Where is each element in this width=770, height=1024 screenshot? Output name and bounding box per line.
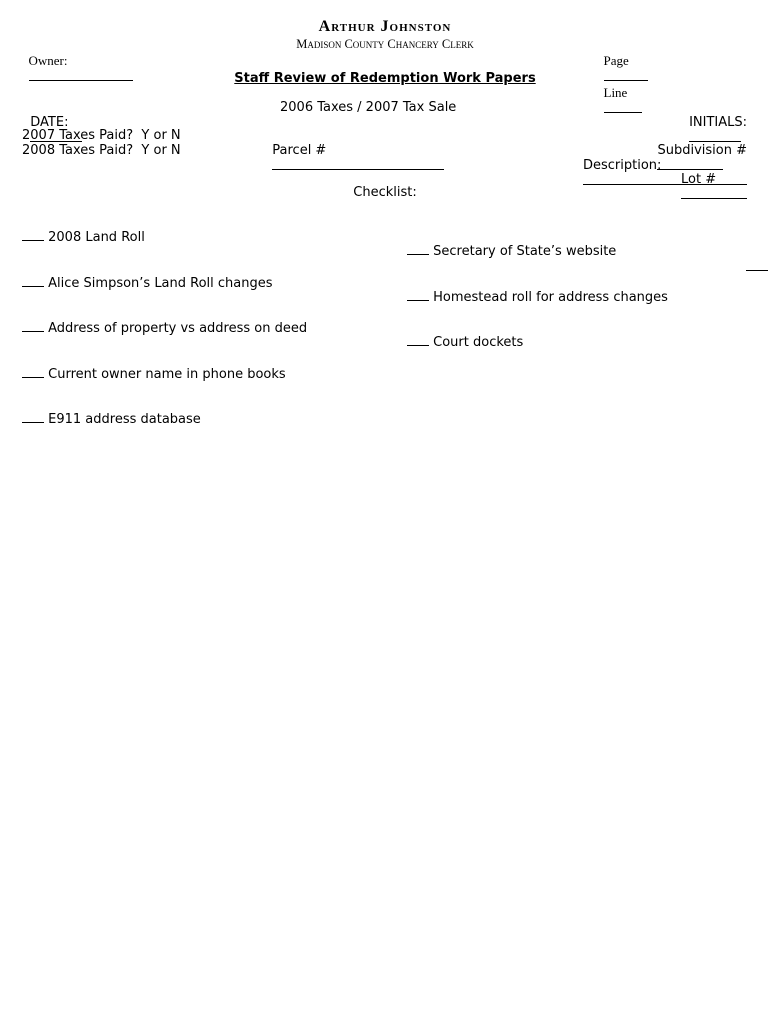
subdivision-label: Subdivision # <box>657 143 747 158</box>
checkbox-blank[interactable] <box>407 243 429 255</box>
checklist-item-label: Current owner name in phone books <box>48 366 286 382</box>
checklist-item <box>407 289 668 306</box>
checklist-item-label: Address of property vs address on deed <box>48 321 308 336</box>
checkbox-blank[interactable] <box>22 275 44 287</box>
checkbox-blank[interactable] <box>22 366 44 378</box>
checklist-item <box>22 275 307 292</box>
lot-label: Lot # <box>681 172 717 187</box>
initials-label: INITIALS: <box>689 115 747 130</box>
parcel-blank[interactable] <box>272 158 444 170</box>
checklist-right <box>407 214 668 365</box>
checklist-item <box>22 229 307 246</box>
checklist-item <box>407 334 668 351</box>
owner-label: Owner: <box>28 53 68 68</box>
parcel-label: Parcel # <box>272 143 327 158</box>
line-blank[interactable] <box>604 101 642 113</box>
checklist-item <box>22 411 307 428</box>
document-title: Arthur Johnston <box>318 18 452 35</box>
taxes-2007-paid: 2007 Taxes Paid? Y or N <box>22 128 181 143</box>
checklist-item-label: 2008 Land Roll <box>48 230 145 245</box>
checklist-item-label: Court dockets <box>433 335 524 350</box>
checkbox-blank[interactable] <box>22 411 44 423</box>
checklist-item-label: Secretary of State’s website <box>433 244 617 259</box>
checkbox-blank[interactable] <box>407 334 429 346</box>
checklist-item <box>22 366 307 383</box>
checkbox-blank[interactable] <box>407 289 429 301</box>
description-label: Description: <box>583 158 662 173</box>
document-subtitle: Madison County Chancery Clerk <box>296 37 474 51</box>
date-label: DATE: <box>30 115 69 130</box>
taxes-2008-paid: 2008 Taxes Paid? Y or N <box>22 143 181 158</box>
checkbox-blank[interactable] <box>22 320 44 332</box>
parcel-field <box>264 128 444 174</box>
page-label: Page <box>603 53 629 68</box>
checklist-item-label: Homestead roll for address changes <box>433 289 668 305</box>
tax-title: 2006 Taxes / 2007 Tax Sale <box>280 100 457 115</box>
line-label: Line <box>603 85 628 100</box>
checklist-item-label: Alice Simpson’s Land Roll changes <box>48 275 273 291</box>
checklist-item <box>22 320 307 337</box>
checklist-left <box>22 200 307 442</box>
checklist-label: Checklist: <box>353 185 417 200</box>
checklist-item-label: E911 address database <box>48 412 201 427</box>
checkbox-blank[interactable] <box>22 229 44 241</box>
stray-checkbox-blank[interactable] <box>746 258 768 271</box>
checklist-item <box>407 243 668 260</box>
form-heading: Staff Review of Redemption Work Papers <box>234 71 536 86</box>
